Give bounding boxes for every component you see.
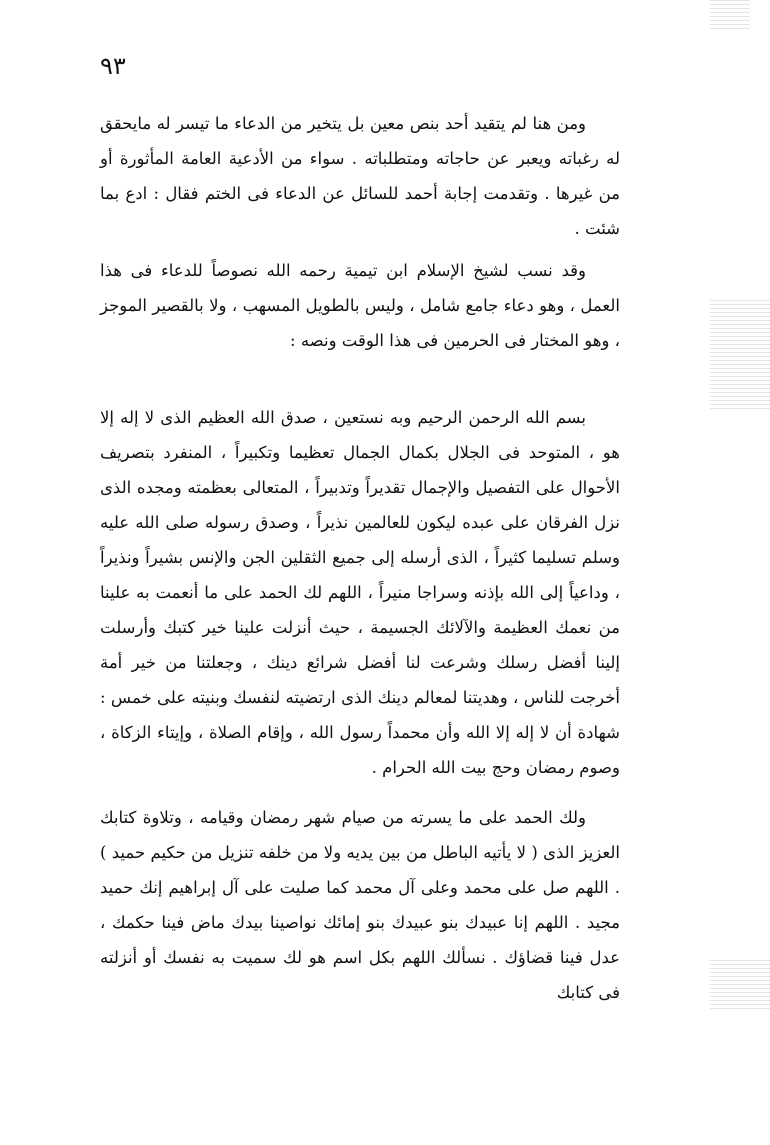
paragraph-text: وقد نسب لشيخ الإسلام ابن تيمية رحمه الله نصوصاً للدعاء فى هذا العمل ، وهو دعاء جامع شامل ، وليس بالطويل المسهب ، ولا بالقصير الموجز ، وهو المختار فى الحرمين فى هذا الوقت ونصه : xyxy=(100,261,620,350)
page-number: ٩٣ xyxy=(100,52,126,80)
scan-artifact xyxy=(710,0,750,30)
scan-artifact xyxy=(710,960,770,1010)
paragraph-4 xyxy=(100,800,620,1010)
paragraph-text: ولك الحمد على ما يسرته من صيام شهر رمضان وقيامه ، وتلاوة كتابك العزيز الذى ( لا يأتيه الباطل من بين يديه ولا من خلفه تنزيل من حكيم حميد ) . اللهم صل على محمد وعلى آل محمد كما صليت على آل إبراهيم إنك حميد مجيد . اللهم إنا عبيدك بنو عبيدك بنو إمائك نواصينا بيدك ماض فينا حكمك ، عدل فينا قضاؤك . نسألك اللهم بكل اسم هو لك سميت به نفسك أو أنزلته فى كتابك xyxy=(100,808,620,1002)
paragraph-3 xyxy=(100,400,620,785)
paragraph-2 xyxy=(100,253,620,358)
paragraph-1 xyxy=(100,106,620,246)
scan-artifact xyxy=(710,300,770,410)
paragraph-text: ومن هنا لم يتقيد أحد بنص معين بل يتخير من الدعاء ما تيسر له مايحقق له رغباته ويعبر عن حاجاته ومتطلباته . سواء من الأدعية العامة المأثورة أو من غيرها . وتقدمت إجابة أحمد للسائل عن الدعاء فى الختم فقال : ادع بما شئت . xyxy=(100,114,620,238)
paragraph-text: بسم الله الرحمن الرحيم وبه نستعين ، صدق الله العظيم الذى لا إله إلا هو ، المتوحد فى الجلال بكمال الجمال تعظيما وتكبيراً ، المنفرد بتصريف الأحوال على التفصيل والإجمال تقديراً وتدبيراً ، المتعالى بعظمته ومجده الذى نزل الفرقان على عبده ليكون للعالمين نذيراً ، وصدق رسوله صلى الله عليه وسلم تسليما كثيراً ، الذى أرسله إلى جميع الثقلين الجن والإنس بشيراً ونذيراً ، وداعياً إلى الله بإذنه وسراجا منيراً ، اللهم لك الحمد على ما أنعمت به علينا من نعمك العظيمة والآلائك الجسيمة ، حيث أنزلت علينا خير كتبك وأرسلت إلينا أفضل رسلك وشرعت لنا أفضل شرائع دينك ، وجعلتنا من خير أمة أخرجت للناس ، وهديتنا لمعالم دينك الذى ارتضيته لنفسك وبنيته على خمس : شهادة أن لا إله إلا الله وأن محمداً رسول الله ، وإقام الصلاة ، وإيتاء الزكاة ، وصوم رمضان وحج بيت الله الحرام . xyxy=(100,408,620,777)
